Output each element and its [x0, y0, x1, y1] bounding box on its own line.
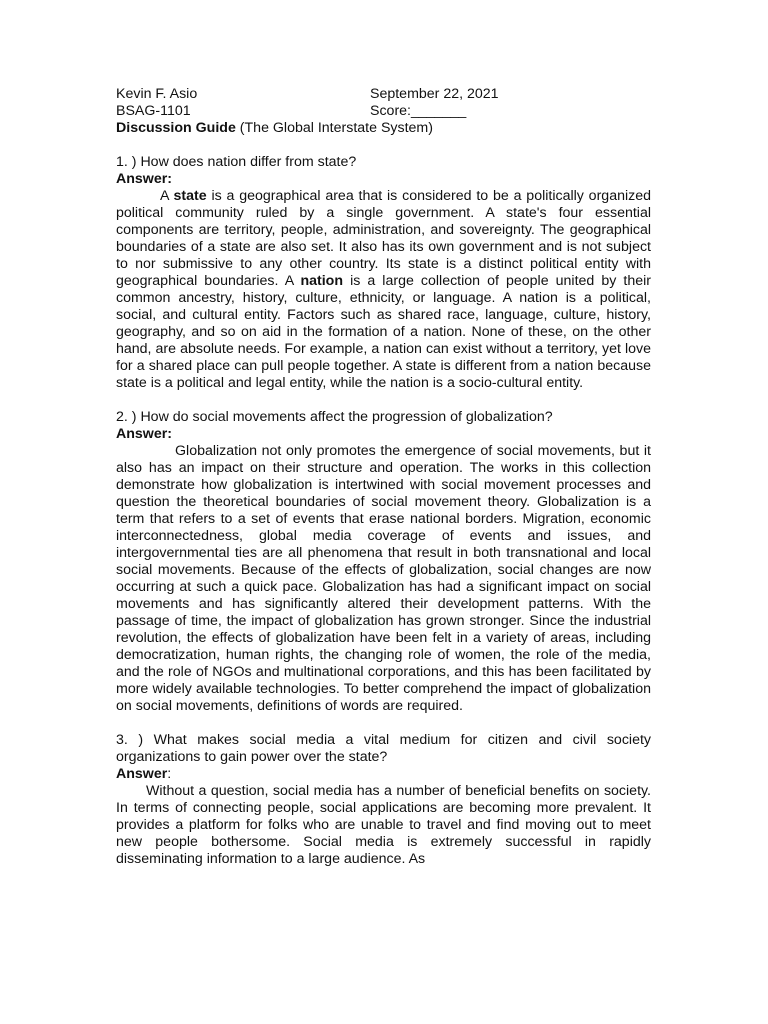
question-1: 1. ) How does nation differ from state?: [116, 154, 357, 170]
term-nation: nation: [300, 273, 344, 289]
document-title: [116, 120, 651, 137]
question-2: 2. ) How do social movements affect the progression of globalization?: [116, 409, 553, 425]
answer-3-colon: :: [167, 766, 172, 782]
header-row-1: [116, 86, 651, 103]
answer-3-label-row: [116, 766, 651, 783]
student-name: Kevin F. Asio: [116, 86, 198, 102]
document-page: [116, 86, 651, 868]
header-row-2: [116, 103, 651, 120]
answer-3-paragraph: Without a question, social media has a number of beneficial benefits on society. In terms of connecting people, social applications are becoming more prevalent. It provides a platform for folks who are unable to travel and find moving out to meet new people bothersome. Social media is extremely successful in rapidly disseminating information to a large audience. As: [116, 783, 651, 867]
score-field: Score:_______: [370, 103, 467, 119]
answer-1-paragraph: A state is a geographical area that is considered to be a politically organized political community ruled by a single government. A state's four essential components are territory, people, administration, and sovereignty. The geographical boundaries of a state are also set. It also has its own government and is not subject to nor submissive to any other country. Its state is a distinct political entity with geographical boundaries. A nation is a large collection of people united by their common ancestry, history, culture, ethnicity, or language. A nation is a political, social, and cultural entity. Factors such as shared race, language, culture, history, geography, and so on aid in the formation of a nation. None of these, on the other hand, are absolute needs. For example, a nation can exist without a territory, yet love for a shared place can pull people together. A state is different from a nation because state is a political and legal entity, while the nation is a socio-cultural entity.: [116, 188, 651, 391]
title-bold: Discussion Guide: [116, 120, 236, 136]
answer-2-paragraph: Globalization not only promotes the emergence of social movements, but it also has an impact on their structure and operation. The works in this collection demonstrate how globalization is intertwined with social movement processes and question the theoretical boundaries of social movement theory. Globalization is a term that refers to a set of events that erase national borders. Migration, economic interconnectedness, global media coverage of events and issues, and intergovernmental ties are all phenomena that result in both transnational and local social movements. Because of the effects of globalization, social changes are now occurring at such a quick pace. Globalization has had a significant impact on social movements and has significantly altered their development patterns. With the passage of time, the impact of globalization has grown stronger. Since the industrial revolution, the effects of globalization have been felt in a variety of areas, including democratization, human rights, the changing role of women, the role of the media, and the role of NGOs and multinational corporations, and this has been facilitated by more widely available technologies. To better comprehend the impact of globalization on social movements, definitions of words are required.: [116, 443, 651, 714]
term-state: state: [173, 188, 207, 204]
answer-1-label: Answer:: [116, 171, 172, 187]
answer-3-label: Answer: [116, 766, 168, 782]
answer-2-label: Answer:: [116, 426, 172, 442]
title-rest: (The Global Interstate System): [235, 120, 433, 136]
date: September 22, 2021: [370, 86, 499, 102]
question-3: 3. ) What makes social media a vital medium for citizen and civil society organizations to gain power over the state?: [116, 732, 651, 765]
section: BSAG-1101: [116, 103, 191, 119]
